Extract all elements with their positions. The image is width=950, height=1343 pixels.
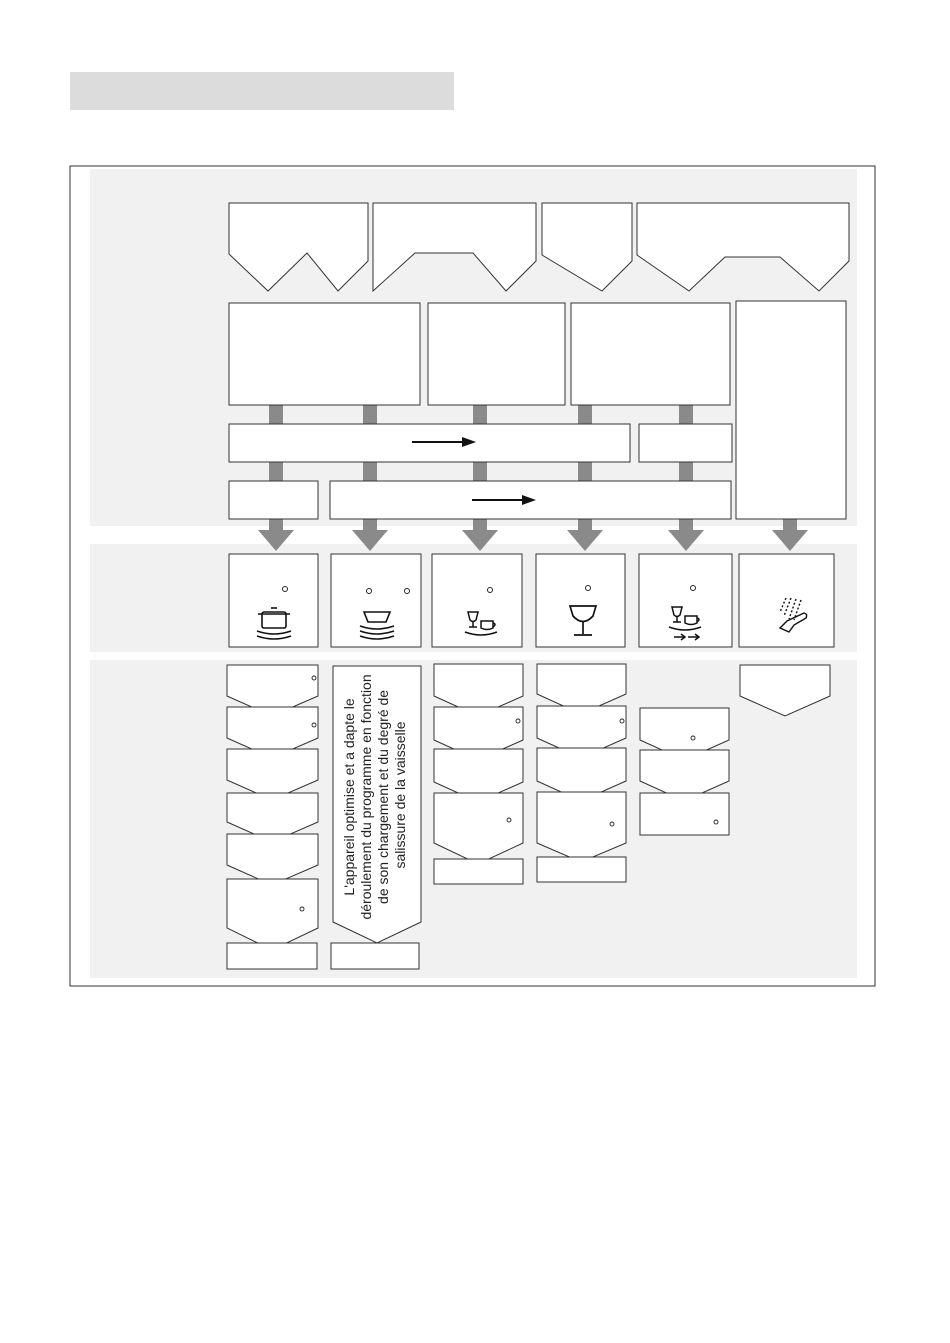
program-box-4: [536, 554, 625, 647]
range-bar-1-end: [639, 424, 732, 462]
note-line-2: déroulement du programme en fonction: [358, 674, 374, 920]
program-box-5: [639, 554, 732, 647]
option-box-tall: [736, 301, 846, 519]
program-box-3: [432, 554, 522, 647]
title-bar: [70, 72, 454, 110]
note-line-3: de son chargement et du degré de: [375, 689, 391, 904]
phase-end-box: [640, 793, 729, 835]
program-box-1: [229, 554, 318, 647]
phase-end-box: [434, 859, 523, 884]
option-box-1: [229, 303, 420, 405]
program-box-2: [331, 554, 421, 647]
option-box-3: [571, 303, 730, 405]
note-line-4: salissure de la vaisselle: [392, 721, 408, 869]
note-line-1: L'appareil optimise et a dapte le: [341, 698, 357, 896]
phase-end-box: [537, 857, 626, 882]
range-bar-2-start: [229, 481, 318, 519]
phase-end-box: [331, 943, 419, 969]
program-box-6: [739, 554, 834, 647]
phase-end-box: [227, 943, 317, 969]
option-box-2: [428, 303, 565, 405]
